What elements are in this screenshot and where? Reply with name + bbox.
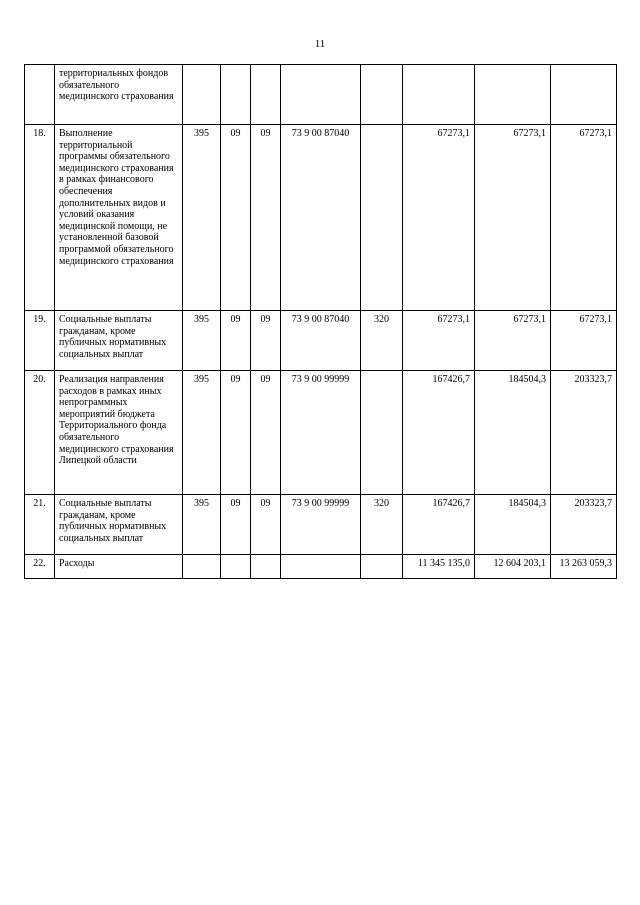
- amount-year-1: [403, 65, 475, 125]
- row-number: 18.: [25, 125, 55, 311]
- subsection-code: [251, 65, 281, 125]
- row-number: 22.: [25, 555, 55, 579]
- section-code: [221, 555, 251, 579]
- amount-year-1: 67273,1: [403, 311, 475, 371]
- chief-administrator-code: 395: [183, 495, 221, 555]
- budget-table: [24, 64, 617, 579]
- chief-administrator-code: 395: [183, 371, 221, 495]
- expense-name: территориальных фондов обязательного медицинского страхования: [55, 65, 183, 125]
- table-row: [25, 125, 617, 311]
- section-code: 09: [221, 125, 251, 311]
- expense-name: Выполнение территориальной программы обязательного медицинского страхования в рамках финансового обеспечения дополнительных видов и условий оказания медицинской помощи, не установленной базовой программой обязательного медицинского страхования: [55, 125, 183, 311]
- amount-year-3: 67273,1: [551, 311, 617, 371]
- chief-administrator-code: [183, 65, 221, 125]
- expense-type-code: 320: [361, 495, 403, 555]
- table-row: [25, 495, 617, 555]
- amount-year-3: 13 263 059,3: [551, 555, 617, 579]
- amount-year-2: [475, 65, 551, 125]
- amount-year-2: 184504,3: [475, 371, 551, 495]
- section-code: 09: [221, 495, 251, 555]
- amount-year-2: 67273,1: [475, 311, 551, 371]
- table-row: [25, 311, 617, 371]
- expense-type-code: 320: [361, 311, 403, 371]
- row-number: [25, 65, 55, 125]
- table-row: [25, 555, 617, 579]
- expense-type-code: [361, 371, 403, 495]
- subsection-code: 09: [251, 495, 281, 555]
- amount-year-1: 167426,7: [403, 495, 475, 555]
- target-article-code: [281, 555, 361, 579]
- amount-year-3: [551, 65, 617, 125]
- expense-type-code: [361, 125, 403, 311]
- table-body: [25, 65, 617, 579]
- amount-year-1: 67273,1: [403, 125, 475, 311]
- row-number: 20.: [25, 371, 55, 495]
- section-code: [221, 65, 251, 125]
- subsection-code: 09: [251, 311, 281, 371]
- subsection-code: [251, 555, 281, 579]
- expense-name: Социальные выплаты гражданам, кроме публичных нормативных социальных выплат: [55, 311, 183, 371]
- amount-year-2: 67273,1: [475, 125, 551, 311]
- row-number: 19.: [25, 311, 55, 371]
- target-article-code: 73 9 00 87040: [281, 125, 361, 311]
- amount-year-3: 203323,7: [551, 371, 617, 495]
- expense-name: Социальные выплаты гражданам, кроме публичных нормативных социальных выплат: [55, 495, 183, 555]
- row-number: 21.: [25, 495, 55, 555]
- amount-year-3: 203323,7: [551, 495, 617, 555]
- subsection-code: 09: [251, 371, 281, 495]
- chief-administrator-code: 395: [183, 125, 221, 311]
- chief-administrator-code: 395: [183, 311, 221, 371]
- table-row: [25, 371, 617, 495]
- expense-name: Расходы: [55, 555, 183, 579]
- section-code: 09: [221, 371, 251, 495]
- chief-administrator-code: [183, 555, 221, 579]
- expense-type-code: [361, 555, 403, 579]
- page-number: 11: [314, 38, 326, 50]
- amount-year-2: 184504,3: [475, 495, 551, 555]
- amount-year-1: 167426,7: [403, 371, 475, 495]
- amount-year-2: 12 604 203,1: [475, 555, 551, 579]
- target-article-code: [281, 65, 361, 125]
- table-row: [25, 65, 617, 125]
- expense-type-code: [361, 65, 403, 125]
- subsection-code: 09: [251, 125, 281, 311]
- amount-year-3: 67273,1: [551, 125, 617, 311]
- target-article-code: 73 9 00 99999: [281, 495, 361, 555]
- expense-name: Реализация направления расходов в рамках иных непрограммных мероприятий бюджета Территориального фонда обязательного медицинского страхования Липецкой области: [55, 371, 183, 495]
- target-article-code: 73 9 00 87040: [281, 311, 361, 371]
- amount-year-1: 11 345 135,0: [403, 555, 475, 579]
- section-code: 09: [221, 311, 251, 371]
- target-article-code: 73 9 00 99999: [281, 371, 361, 495]
